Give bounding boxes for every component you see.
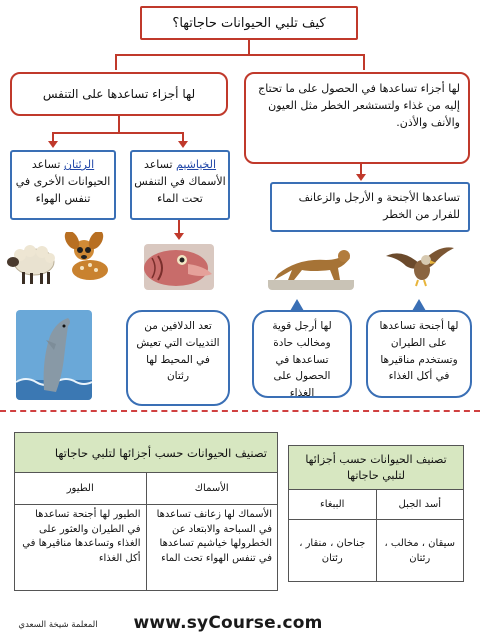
table-left-birds-cell: الطيور لها أجنحة تساعدها في الطيران والعثور على الغذاء وتساعدها مناقيرها في أكل الغذاء: [15, 505, 147, 591]
gills-box: [130, 150, 230, 220]
classification-table-left: [14, 432, 278, 591]
bubble-tail-icon: [412, 299, 426, 311]
sensing-parts-box: [244, 72, 470, 164]
lungs-box: [10, 150, 116, 220]
breathing-parts-text: لها أجزاء تساعدها على التنفس: [42, 87, 196, 101]
table-left-title: تصنيف الحيوانات حسب أجزائها لتلبي حاجاتها: [15, 433, 278, 473]
arrow-icon: [174, 233, 184, 240]
lungs-term: الرئتان: [63, 158, 95, 171]
page-title-box: [140, 6, 358, 40]
table-right-parrot-cell: جناحان ، منقار ، رئتان: [289, 520, 377, 582]
table-left-header-fish: الأسماك: [146, 473, 278, 505]
connector: [115, 54, 117, 70]
section-divider: [0, 410, 480, 412]
lungs-text: تساعد الحيوانات الأخرى في تنفس الهواء: [15, 158, 111, 206]
dolphin-bubble-text: تعد الدلافين من الثدييات التي تعيش في المحيط لها رئتان: [136, 320, 220, 383]
connector: [363, 54, 365, 70]
eagle-wings-bubble-text: لها أجنحة تساعدها على الطيران وتستخدم مناقيرها في أكل الغذاء: [379, 320, 459, 383]
teacher-name: المعلمة شيخة السعدي: [18, 620, 98, 630]
site-url: www.syCourse.com: [133, 613, 323, 633]
dolphin-image: [16, 310, 92, 400]
arrow-icon: [356, 174, 366, 181]
sensing-parts-text: لها أجزاء تساعدها في الحصول على ما تحتاج إليه من غذاء ولتستشعر الخطر مثل العيون والأنف والأذن.: [258, 82, 460, 130]
table-right-header-lion: أسد الجبل: [376, 490, 463, 520]
fish-gills-image: [144, 244, 214, 290]
connector: [118, 116, 120, 132]
mountain-lion-image: [268, 244, 354, 290]
page-title: كيف تلبي الحيوانات حاجاتها؟: [172, 16, 326, 31]
table-right-header-parrot: الببغاء: [289, 490, 377, 520]
gills-text: تساعد الأسماك في التنفس تحت الماء: [134, 158, 226, 206]
bubble-tail-icon: [290, 299, 304, 311]
arrow-icon: [178, 141, 188, 148]
lion-legs-bubble-text: لها أرجل قوية ومخالب حادة تساعدها في الحصول على الغذاء: [272, 320, 332, 400]
table-right-title: تصنيف الحيوانات حسب أجزائها لتلبي حاجاتها: [289, 446, 464, 490]
escape-parts-text: تساعدها الأجنحة و الأرجل والزعانف للفرار من الخطر: [298, 191, 460, 222]
connector: [52, 132, 184, 134]
eagle-wings-bubble: [366, 310, 472, 398]
table-left-header-birds: الطيور: [15, 473, 147, 505]
connector: [248, 40, 250, 54]
sheep-image: [4, 238, 60, 288]
table-right-lion-cell: سيقان ، مخالب ، رئتان: [376, 520, 463, 582]
escape-parts-box: [270, 182, 470, 232]
arrow-icon: [48, 141, 58, 148]
gills-term: الخياشيم: [176, 158, 217, 171]
breathing-parts-box: [10, 72, 228, 116]
lion-legs-bubble: [252, 310, 352, 398]
connector: [178, 220, 180, 234]
connector: [115, 54, 365, 56]
fawn-image: [60, 232, 116, 288]
eagle-image: [384, 238, 456, 288]
dolphin-bubble: [126, 310, 230, 406]
classification-table-right: [288, 445, 464, 582]
table-left-fish-cell: الأسماك لها زعانف تساعدها في السباحة والابتعاد عن الخطرولها خياشيم تساعدها في تنفس الهواء تحت الماء: [146, 505, 278, 591]
